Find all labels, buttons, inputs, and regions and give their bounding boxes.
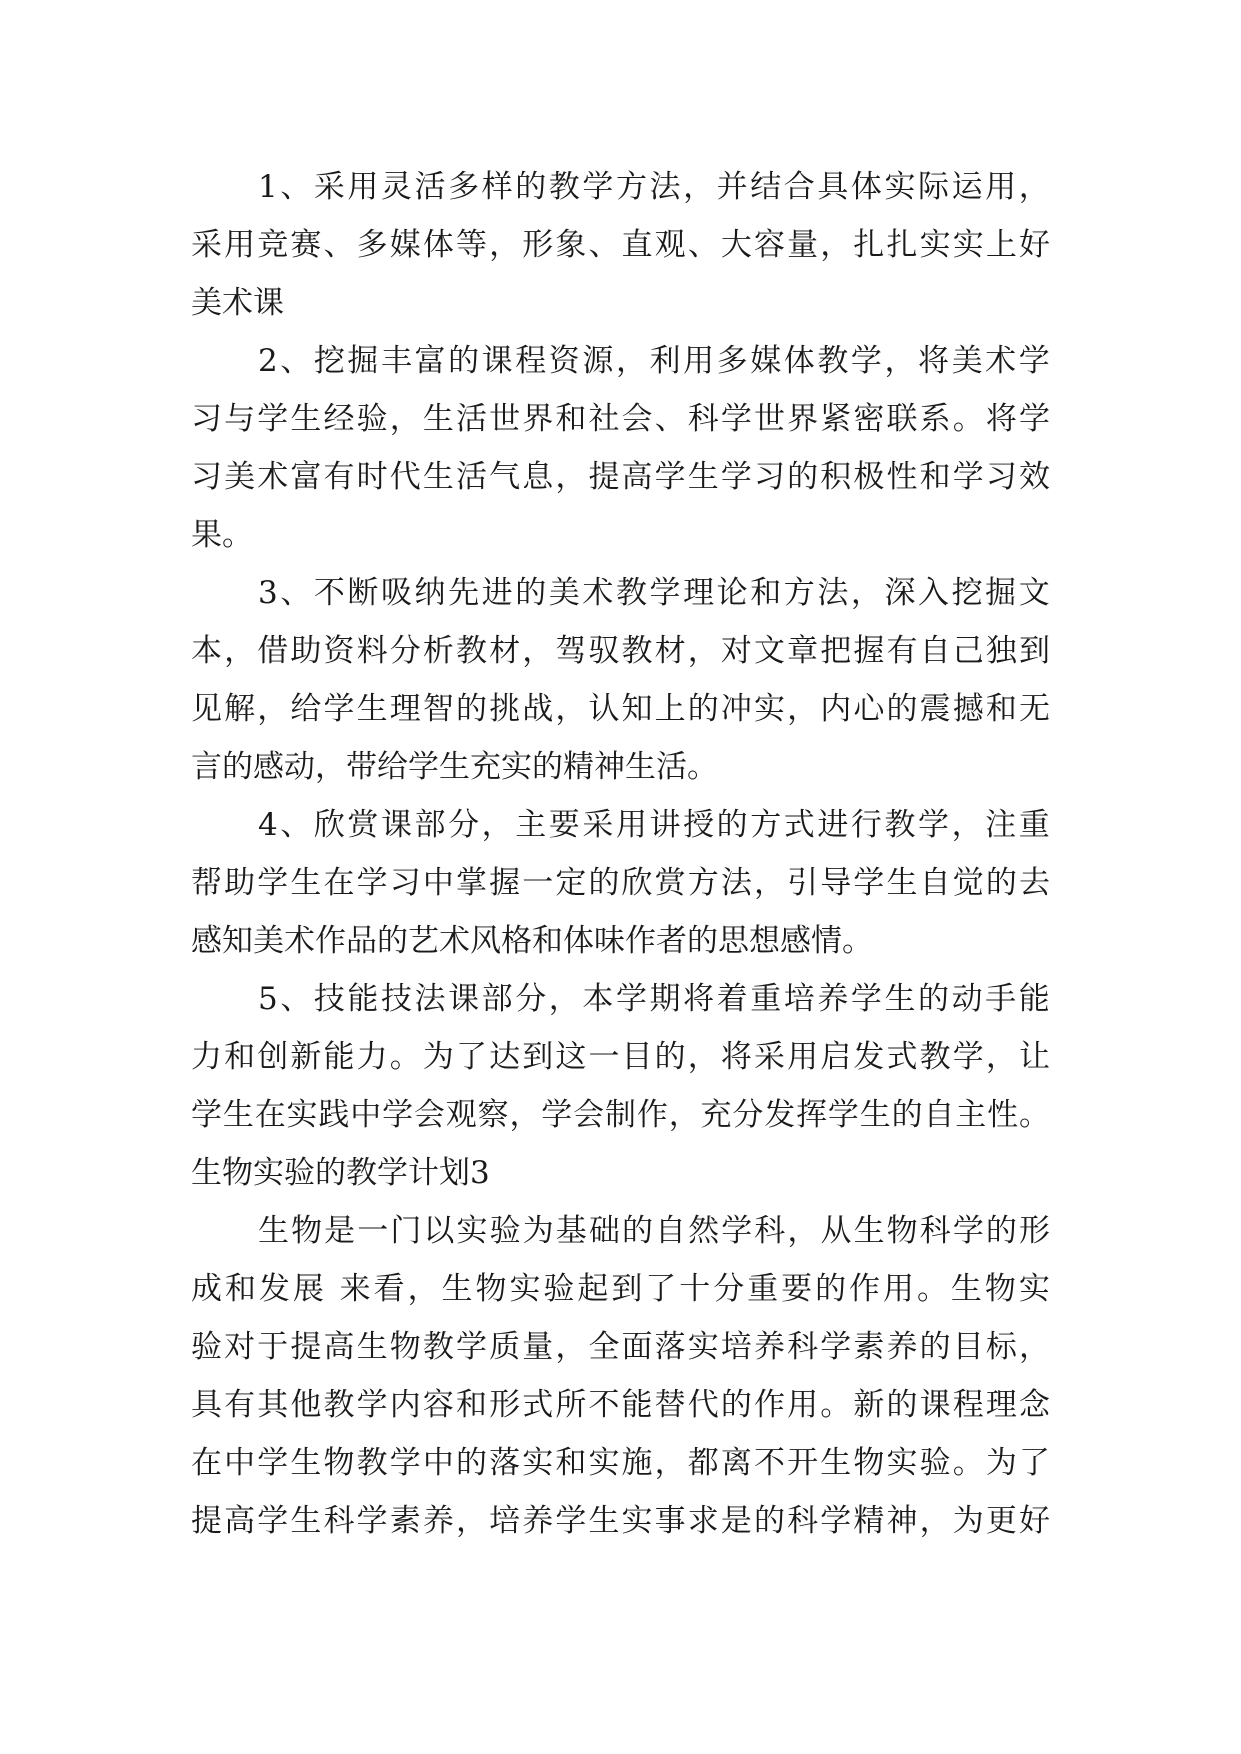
paragraph-4-line-1: 4、欣赏课部分，主要采用讲授的方式进行教学，注重	[258, 807, 1053, 843]
paragraph-1-line-2: 采用竞赛、多媒体等，形象、直观、大容量，扎扎实实上好	[191, 227, 1053, 263]
paragraph-5-line-1: 5、技能技法课部分，本学期将着重培养学生的动手能	[258, 981, 1053, 1017]
paragraph-6-line-2: 成和发展 来看，生物实验起到了十分重要的作用。生物实	[191, 1271, 1053, 1307]
paragraph-6-line-4: 具有其他教学内容和形式所不能替代的作用。新的课程理念	[191, 1387, 1053, 1423]
section-heading: 生物实验的教学计划3	[191, 1155, 490, 1191]
paragraph-6-line-5: 在中学生物教学中的落实和实施，都离不开生物实验。为了	[191, 1445, 1053, 1481]
paragraph-3-line-3: 见解，给学生理智的挑战，认知上的冲实，内心的震撼和无	[191, 691, 1053, 727]
paragraph-3-line-1: 3、不断吸纳先进的美术教学理论和方法，深入挖掘文	[258, 575, 1053, 611]
paragraph-6-line-1: 生物是一门以实验为基础的自然学科，从生物科学的形	[258, 1213, 1053, 1249]
paragraph-6-line-3: 验对于提高生物教学质量，全面落实培养科学素养的目标，	[191, 1329, 1053, 1365]
paragraph-5-line-2: 力和创新能力。为了达到这一目的，将采用启发式教学，让	[191, 1039, 1053, 1075]
paragraph-4-line-2: 帮助学生在学习中掌握一定的欣赏方法，引导学生自觉的去	[191, 865, 1053, 901]
paragraph-2-line-4: 果。	[191, 517, 253, 553]
paragraph-2-line-2: 习与学生经验，生活世界和社会、科学世界紧密联系。将学	[191, 401, 1053, 437]
paragraph-3-line-4: 言的感动，带给学生充实的精神生活。	[191, 749, 718, 785]
paragraph-1-line-1: 1、采用灵活多样的教学方法，并结合具体实际运用，	[258, 169, 1053, 205]
paragraph-3-line-2: 本，借助资料分析教材，驾驭教材，对文章把握有自己独到	[191, 633, 1053, 669]
paragraph-6-line-6: 提高学生科学素养，培养学生实事求是的科学精神，为更好	[191, 1503, 1053, 1539]
paragraph-4-line-3: 感知美术作品的艺术风格和体味作者的思想感情。	[191, 923, 873, 959]
paragraph-2-line-3: 习美术富有时代生活气息，提高学生学习的积极性和学习效	[191, 459, 1053, 495]
paragraph-2-line-1: 2、挖掘丰富的课程资源，利用多媒体教学，将美术学	[258, 343, 1053, 379]
paragraph-5-line-3: 学生在实践中学会观察，学会制作，充分发挥学生的自主性。	[191, 1097, 1051, 1133]
paragraph-1-line-3: 美术课	[191, 285, 284, 321]
